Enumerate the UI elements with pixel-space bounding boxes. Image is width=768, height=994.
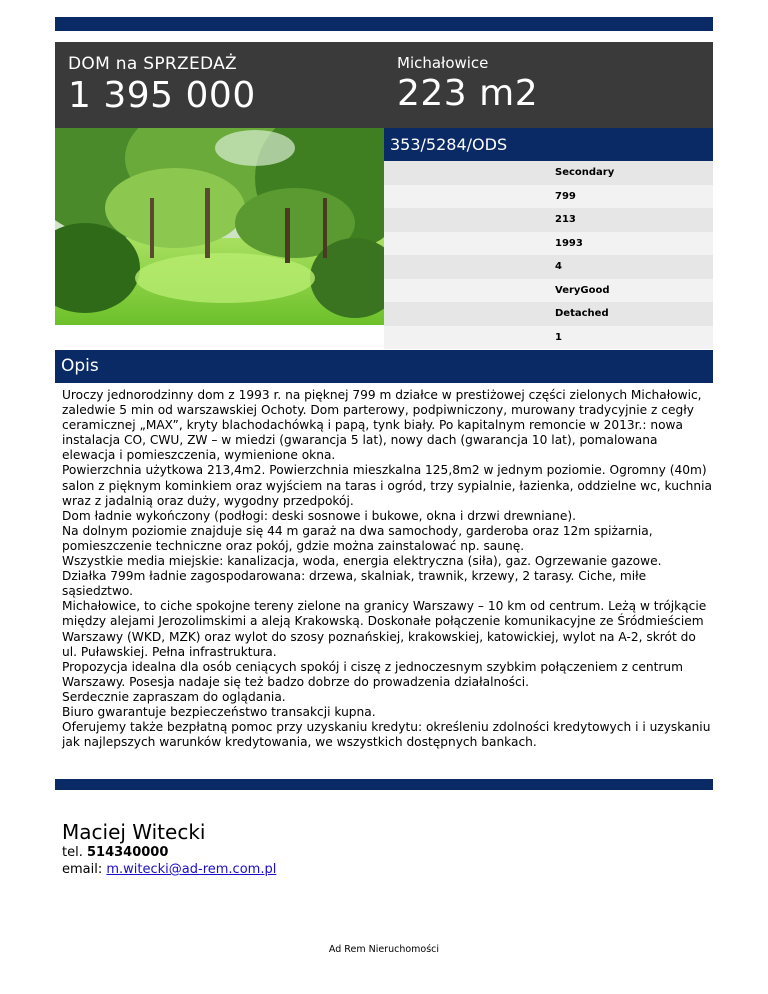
attribute-value: 1 xyxy=(555,331,562,343)
description-heading: Opis xyxy=(61,356,99,376)
description-paragraph: Oferujemy także bezpłatną pomoc przy uzyskaniu kredytu: określeniu zdolności kredytowych i i uzyskaniu jak najlepszych warunków kredytowania, we wszystkich dostępnych bankach. xyxy=(62,720,711,750)
description-paragraph: Działka 799m ładnie zagospodarowana: drzewa, skalniak, trawnik, krzewy, 2 tarasy. Ciche, miłe sąsiedztwo. xyxy=(62,569,647,599)
header-left xyxy=(68,54,256,116)
property-type-label: DOM na SPRZEDAŻ xyxy=(68,54,237,74)
footer-company: Ad Rem Nieruchomości xyxy=(328,944,440,955)
description-paragraph: Uroczy jednorodzinny dom z 1993 r. na pięknej 799 m działce w prestiżowej części zielonych Michałowic, zaledwie 5 min od warszawskiej Ochoty. Dom parterowy, podpiwniczony, murowany tradycyjnie z cegły ceramicznej „MAX”, kryty blachodachówką i papą, tynk biały. Po kapitalnym remoncie w 2013r.: nowa instalacja CO, CWU, ZW – w miedzi (gwarancja 5 lat), nowy dach (gwarancja 10 lat), pomalowana elewacja i pomieszczenia, wymienione okna. xyxy=(62,388,702,463)
attribute-row xyxy=(384,279,713,303)
description-paragraph: Serdecznie zapraszam do oglądania. xyxy=(62,689,286,704)
description-body xyxy=(62,388,712,750)
attribute-row xyxy=(384,255,713,279)
attributes-table xyxy=(384,161,713,349)
agent-email-line xyxy=(62,861,276,878)
header-right xyxy=(397,54,538,114)
attribute-row xyxy=(384,185,713,209)
reference-bar xyxy=(384,128,713,161)
description-paragraph: Na dolnym poziomie znajduje się 44 m garaż na dwa samochody, garderoba oraz 12m spiżarnia, pomieszczenie techniczne oraz pokój, gdzie można zainstalować np. saunę. xyxy=(62,523,653,553)
top-accent-bar xyxy=(55,17,713,31)
reference-number: 353/5284/ODS xyxy=(390,135,508,154)
location-label: Michałowice xyxy=(397,54,489,72)
property-photo xyxy=(55,128,384,325)
attribute-value: Detached xyxy=(555,308,609,319)
attribute-value: 4 xyxy=(555,261,562,272)
attribute-value: VeryGood xyxy=(555,284,610,296)
price: 1 395 000 xyxy=(68,75,256,116)
attribute-row xyxy=(384,326,713,350)
attribute-row xyxy=(384,208,713,232)
attribute-value: 799 xyxy=(555,190,576,202)
agent-contact xyxy=(62,820,276,878)
description-heading-bar xyxy=(55,350,713,383)
attribute-row xyxy=(384,302,713,326)
agent-name: Maciej Witecki xyxy=(62,820,206,844)
description-paragraph: Wszystkie media miejskie: kanalizacja, woda, energia elektryczna (siła), gaz. Ogrzewanie gazowe. xyxy=(62,554,662,569)
bottom-accent-bar xyxy=(55,779,713,790)
phone-number: 514340000 xyxy=(86,845,169,860)
description-paragraph: Powierzchnia użytkowa 213,4m2. Powierzchnia mieszkalna 125,8m2 w jednym poziomie. Ogromny (40m) salon z pięknym kominkiem oraz wyjściem na taras i ogród, trzy sypialnie, łazienka, oddzielne wc, kuchnia wraz z jadalnią oraz duży, wygodny przedpokój. xyxy=(62,463,712,508)
attribute-value: 1993 xyxy=(555,237,583,249)
description-paragraph: Propozycja idealna dla osób ceniących spokój i ciszę z jednoczesnym szybkim połączeniem z centrum Warszawy. Posesja nadaje się też badzo dobrze do prowadzenia działalności. xyxy=(62,659,684,689)
email-link[interactable]: m.witecki@ad-rem.com.pl xyxy=(106,862,277,877)
description-paragraph: Dom ładnie wykończony (podłogi: deski sosnowe i bukowe, okna i drzwi drewniane). xyxy=(62,508,576,523)
attribute-value: Secondary xyxy=(555,167,615,178)
description-paragraph: Biuro gwarantuje bezpieczeństwo transakcji kupna. xyxy=(62,704,376,719)
description-paragraph: Michałowice, to ciche spokojne tereny zielone na granicy Warszawy – 10 km od centrum. Leżą w trójkącie między alejami Jerozolimskimi a aleją Krakowską. Doskonałe połączenie komunikacyjne ze Śródmieściem Warszawy (WKD, MZK) oraz wylot do szosy poznańskiej, krakowskiej, katowickiej, wylot na A-2, skrót do ul. Puławskiej. Pełna infrastruktura. xyxy=(62,599,707,659)
email-label: email: xyxy=(62,862,103,877)
attribute-value: 213 xyxy=(555,214,576,225)
agent-phone-line xyxy=(62,844,276,861)
attribute-row xyxy=(384,232,713,256)
listing-header xyxy=(55,42,713,128)
area-value: 223 m2 xyxy=(397,73,539,114)
phone-label: tel. xyxy=(62,845,83,860)
attribute-row xyxy=(384,161,713,185)
